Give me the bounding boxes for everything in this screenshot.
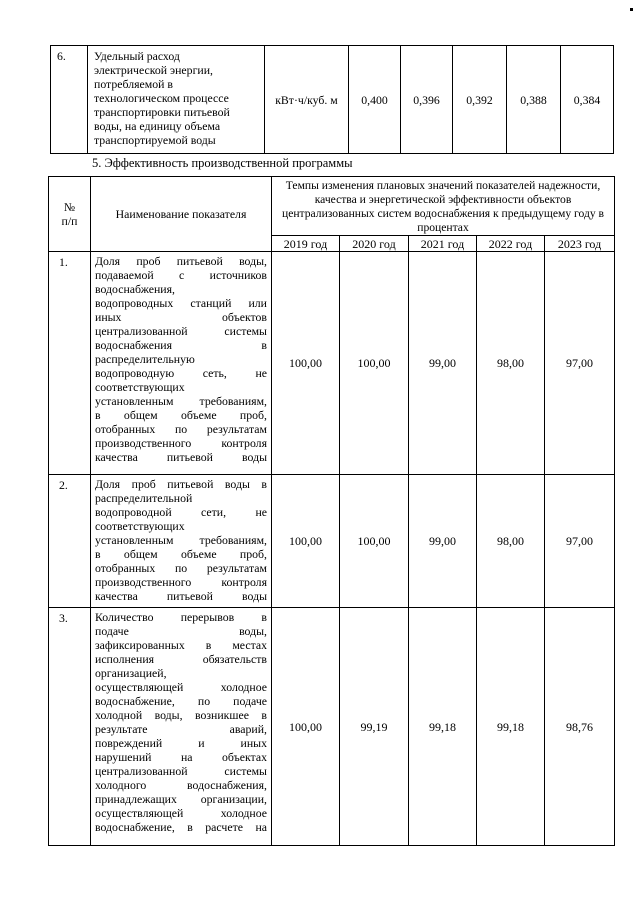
value-cell-2023: 97,00 bbox=[545, 475, 615, 608]
corner-mark bbox=[630, 8, 633, 11]
value-cell-2020: 0,396 bbox=[401, 46, 453, 154]
value-cell-2020: 100,00 bbox=[340, 252, 409, 475]
value-cell-2021: 99,18 bbox=[409, 608, 477, 846]
unit-cell: кВт·ч/куб. м bbox=[265, 46, 349, 154]
value-cell-2020: 100,00 bbox=[340, 475, 409, 608]
indicator-name: Доля проб питьевой воды в распределительной водопроводной сети, не соответствующих установленным требованиям, в общем объеме проб, отобранных по результатам производственного контроля качества питьевой воды bbox=[91, 475, 272, 608]
year-2020: 2020 год bbox=[340, 236, 409, 252]
header-number: № п/п bbox=[49, 177, 91, 252]
row-number: 1. bbox=[49, 252, 91, 475]
value-cell-2022: 99,18 bbox=[477, 608, 545, 846]
year-2023: 2023 год bbox=[545, 236, 615, 252]
section-heading: 5. Эффективность производственной программы bbox=[92, 156, 353, 170]
value-cell-2019: 100,00 bbox=[272, 252, 340, 475]
efficiency-table bbox=[48, 176, 615, 846]
value-cell-2023: 97,00 bbox=[545, 252, 615, 475]
value-cell-2021: 99,00 bbox=[409, 252, 477, 475]
row-number: 3. bbox=[49, 608, 91, 846]
value-cell-2021: 99,00 bbox=[409, 475, 477, 608]
indicator-name: Доля проб питьевой воды, подаваемой с источников водоснабжения, водопроводных станций или иных объектов централизованной системы водоснабжения в распределительную водопроводную сеть, не соответствующих установленным требованиям, в общем объеме проб, отобранных по результатам производственного контроля качества питьевой воды bbox=[91, 252, 272, 475]
table-row-1 bbox=[49, 252, 615, 475]
indicator-name: Количество перерывов в подаче воды, зафиксированных в местах исполнения обязательств организацией, осуществляющей холодное водоснабжение, по подаче холодной воды, возникшее в результате аварий, повреждений и иных нарушений на объектах централизованной системы холодного водоснабжения, принадлежащих организации, осуществляющей холодное водоснабжение, в расчете на bbox=[91, 608, 272, 846]
year-2022: 2022 год bbox=[477, 236, 545, 252]
indicator-name: Удельный расход электрической энергии, потребляемой в технологическом процессе транспортировки питьевой воды, на единицу объема транспортируемой воды bbox=[88, 46, 265, 154]
value-cell-2022: 98,00 bbox=[477, 475, 545, 608]
value-cell-2022: 98,00 bbox=[477, 252, 545, 475]
value-cell-2022: 0,388 bbox=[507, 46, 561, 154]
value-cell-2021: 0,392 bbox=[453, 46, 507, 154]
value-cell-2023: 98,76 bbox=[545, 608, 615, 846]
table-row-3 bbox=[49, 608, 615, 846]
value-cell-2020: 99,19 bbox=[340, 608, 409, 846]
header-indicator-name: Наименование показателя bbox=[91, 177, 272, 252]
value-cell-2023: 0,384 bbox=[561, 46, 614, 154]
table-row-2 bbox=[49, 475, 615, 608]
header-change-rates: Темпы изменения плановых значений показателей надежности, качества и энергетической эффективности объектов централизованных систем водоснабжения к предыдущему году в процентах bbox=[272, 177, 615, 236]
year-2021: 2021 год bbox=[409, 236, 477, 252]
row-number: 6. bbox=[51, 46, 88, 154]
top-table bbox=[50, 45, 614, 154]
year-2019: 2019 год bbox=[272, 236, 340, 252]
value-cell-2019: 100,00 bbox=[272, 608, 340, 846]
value-cell-2019: 100,00 bbox=[272, 475, 340, 608]
row-number: 2. bbox=[49, 475, 91, 608]
header-row bbox=[49, 177, 615, 236]
value-cell-2019: 0,400 bbox=[349, 46, 401, 154]
table-row-6 bbox=[51, 46, 614, 154]
